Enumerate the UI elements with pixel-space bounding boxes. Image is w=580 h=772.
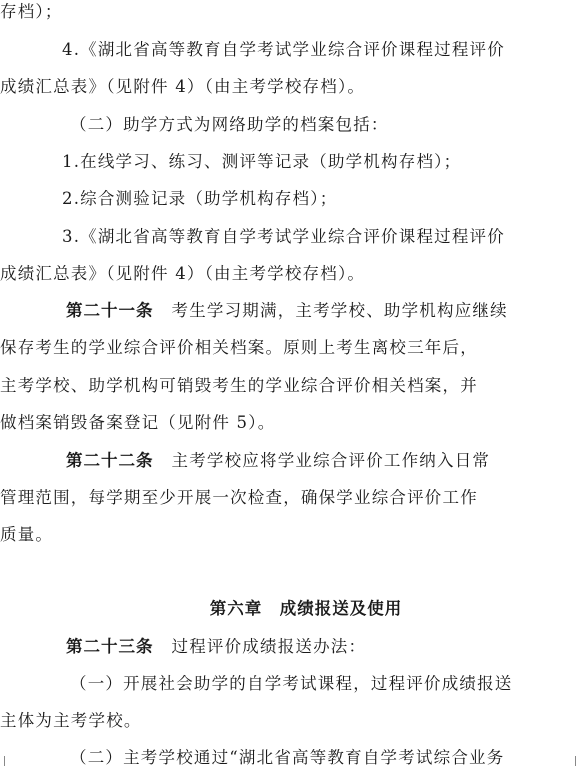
- article-23-line: [0, 635, 580, 659]
- text: 3.《湖北省高等教育自学考试学业综合评价课程过程评价: [62, 227, 505, 246]
- text-line: [0, 523, 580, 547]
- page-corner-mark-left: [4, 756, 5, 766]
- text-line: [0, 336, 580, 360]
- text-line: [0, 0, 580, 24]
- text: 质量。: [0, 525, 54, 544]
- text: 成绩汇总表》（见附件 4）（由主考学校存档）。: [0, 264, 366, 283]
- text-line: [0, 672, 580, 696]
- chapter-heading: [0, 597, 580, 621]
- text-line: [0, 374, 580, 398]
- text: 主体为主考学校。: [0, 711, 142, 730]
- article-21-line: [0, 299, 580, 323]
- text-line: [0, 262, 580, 286]
- text: 主考学校、助学机构可销毁考生的学业综合评价相关档案，并: [0, 376, 478, 395]
- text-line: [0, 746, 580, 770]
- text: 2.综合测验记录（助学机构存档）；: [62, 189, 338, 208]
- text-line: [0, 113, 580, 137]
- text-line: [0, 486, 580, 510]
- text-line: [0, 411, 580, 435]
- text-line: [0, 38, 580, 62]
- text: （二）助学方式为网络助学的档案包括：: [70, 115, 389, 134]
- text-line: [0, 187, 580, 211]
- page-corner-mark-right: [575, 756, 576, 766]
- text: 4.《湖北省高等教育自学考试学业综合评价课程过程评价: [62, 40, 505, 59]
- text: 管理范围，每学期至少开展一次检查，确保学业综合评价工作: [0, 488, 478, 507]
- text: 做档案销毁备案登记（见附件 5）。: [0, 413, 276, 432]
- text-line: [0, 709, 580, 733]
- text-line: [0, 150, 580, 174]
- article-21-title: 第二十一条: [66, 301, 154, 320]
- article-23-title: 第二十三条: [66, 637, 154, 656]
- text: （一）开展社会助学的自学考试课程，过程评价成绩报送: [70, 674, 513, 693]
- text: 存档）；: [0, 2, 63, 21]
- text: 成绩汇总表》（见附件 4）（由主考学校存档）。: [0, 77, 366, 96]
- text: （二）主考学校通过“湖北省高等教育自学考试综合业务: [70, 748, 505, 767]
- article-22-title: 第二十二条: [66, 451, 154, 470]
- text-line: [0, 225, 580, 249]
- text: 保存考生的学业综合评价相关档案。原则上考生离校三年后，: [0, 338, 478, 357]
- text: 考生学习期满，主考学校、助学机构应继续: [171, 301, 508, 320]
- article-22-line: [0, 449, 580, 473]
- chapter-title: 第六章 成绩报送及使用: [209, 599, 403, 618]
- text: 过程评价成绩报送办法：: [171, 637, 367, 656]
- text: 1.在线学习、练习、测评等记录（助学机构存档）；: [62, 152, 462, 171]
- text-line: [0, 75, 580, 99]
- text: 主考学校应将学业综合评价工作纳入日常: [171, 451, 491, 470]
